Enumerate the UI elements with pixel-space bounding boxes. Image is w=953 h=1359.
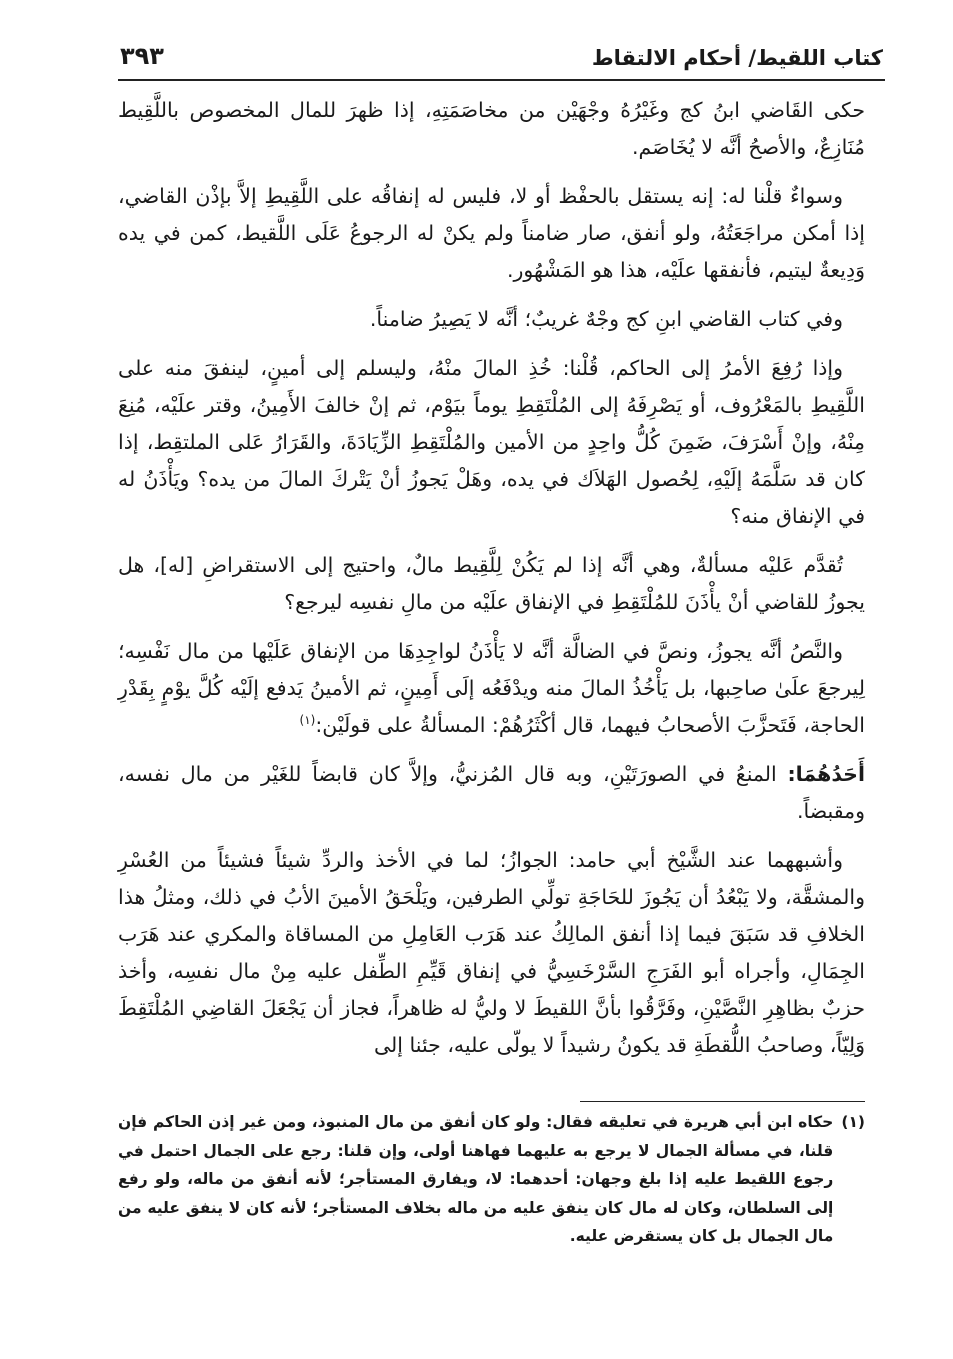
paragraph-1: حكى القَاضي ابنُ كج وغَيْرُهُ وجْهَيْن من مخاصَمَتِهِ، إذا ظهرَ للمال المخصوص باللَّقِيط مُنَازِعٌ، والأصحُ أنَّه لا يُخَاصَم. (118, 98, 865, 159)
paragraph-6-text: والنَّصُ أنَّه يجوزُ، ونصَّ في الضالَّة أنَّه لا يَأْذَنُ لواجِدِهَا من الإنفاق عَلَيْها من مال نَفْسِه؛ لِيرجعَ علَىٰ صاحِبها، بل يَأْخُذُ المالَ منه ويدْفَعُه إلَى أَمِينٍ، ثم الأمينُ يَدفع إلَيْه كُلَّ يوْمٍ بِقَدْرِ الحاجة، فَتَحزَّبَ الأصحابُ فيهما، قال أكْثَرُهُمْ: المسألةُ على قولَيْن: (118, 639, 865, 737)
running-title: كتاب اللقيط/ أحكام الالتقاط (591, 46, 883, 70)
footnote-text: حكاه ابن أبي هريرة في تعليقه فقال: ولو كان أنفق من مال المنبوذ، ومن غير إذن الحاكم فإن قلنا، في مسألة الجمال لا يرجع به عليهما فهاهنا أولى، وإن قلنا: رجع على الجمال احتمل في رجوع اللقيط عليه إذا بلغ وجهان: أحدهما: لا، ويفارق المستأجر؛ لأنه أنفق من ماله، ولو رفع إلى السلطان، وكان له مال كان ينفق عليه من ماله بخلاف المستأجر؛ لأنه كان لا ينفق عليه من مال الجمال بل كان يستقرض عليه. (118, 1113, 834, 1245)
footnote-marker: (١) (841, 1113, 865, 1131)
page-header (120, 30, 883, 70)
paragraph-6 (118, 633, 865, 744)
header-divider (118, 79, 885, 81)
paragraph-5: تُقدَّم عَليْه مسألةٌ، وهي أنَّه إذا لم يَكُنْ لِلَّقِيط مالٌ، واحتيج إلى الاستقراضِ [له]، هل يجوزُ للقاضي أنْ يأْذَنَ للمُلْتَقِطِ في الإنفاق علَيْه من مالِ نفسِه ليرجع؟ (118, 553, 865, 614)
first-opinion-lead: أَحَدُهُمَا: (787, 762, 865, 786)
paragraph-last: وأشبههما عند الشَّيْخ أبي حامد: الجوازُ؛ لما في الأخذ والردِّ شيئاً فشيئاً من العُسْرِ والمشقَّة، ولا يَبْعُدُ أن يَجُوزَ للحَاجَةِ تولِّي الطرفين، ويَلْحَقُ الأمينَ الأبُ في ذلك، ومثلُ هذا الخلافِ قد سَبَقَ فيما إذا أنفق المالِكُ عند هَرَب العَامِلِ من المساقاة والمكري عند هَرَب الجِمَالِ، وأجراه أبو الفَرَجِ السَّرْخَسِيُّ في إنفاق قَيِّمِ الطِّفل عليه مِنْ مال نفسِه، وأخذ حزبٌ بظاهِرِ النَّصَّيْنِ، وفَرَّقُوا بأنَّ اللقيطَ لا وليُّ له ظاهراً، فجاز أن يَجْعَلَ القاضِي المُلْتَقِطَ وَلِيّاً، وصاحبُ اللُّقطَةِ قد يكونُ رشيداً لا يولّى عليه، جئنا إلى (118, 848, 865, 1057)
paragraph-first-opinion (118, 756, 865, 830)
main-text (118, 92, 865, 1076)
page-number: ٣٩٣ (120, 42, 164, 70)
footnote-1 (118, 1108, 865, 1251)
footnote-reference[interactable]: (١) (299, 713, 316, 728)
first-opinion-text: المنعُ في الصورَتَيْنِ، وبه قال المُزنيُّ، وإلاَّ كان قابضاً للغَيْر من مال نفسه، ومقبضاً. (118, 762, 865, 823)
footnote-divider (580, 1101, 865, 1102)
paragraph-3: وفي كتاب القاضي ابنِ كج وجْهٌ غريبٌ؛ أنَّه لا يَصِيرُ ضامناً. (369, 307, 843, 331)
paragraph-2: وسواءٌ قلْنا له: إنه يستقل بالحفْظ أو لا، فليس له إنفاقُه على اللَّقِيطِ إلاَّ بإذْن القاضي، إذا أمكن مراجَعَتُهُ، ولو أنفق، صار ضامناً ولم يكنْ له الرجوعُ عَلَى اللَّقيط، كمن في يده وَدِيعةٌ ليتيم، فأنفقها علَيْه، هذا هو المَشْهُور. (118, 184, 865, 282)
footnotes (118, 1108, 865, 1251)
paragraph-4: وإذا رُفِعَ الأمرُ إلى الحاكم، قُلْنا: خُذِ المالَ منْهُ، وليسلم إلى أمينٍ، لينفقَ منه على اللَّقِيطِ بالمَعْرُوف، أو يَصْرِفَهُ إلى المُلْتَقِطِ يوماً بيَوْم، ثم إنْ خالفَ الأَمِينُ، وقتر علَيْه، مُنِعَ مِنْهُ، وإنْ أَسْرَفَ، ضَمِنَ كُلُّ واحِدٍ من الأمين والمُلْتَقِطِ الزِّيَادَةَ، والقَرَارُ عَلى الملتقِط، إذا كان قد سَلَّمَهُ إلَيْهِ، لِحُصول الهَلاَك في يده، وهَلْ يَجوزُ أنْ يَتْركَ المالَ من يده؟ ويَأْذَنُ له في الإنفاق منه؟ (118, 356, 865, 528)
